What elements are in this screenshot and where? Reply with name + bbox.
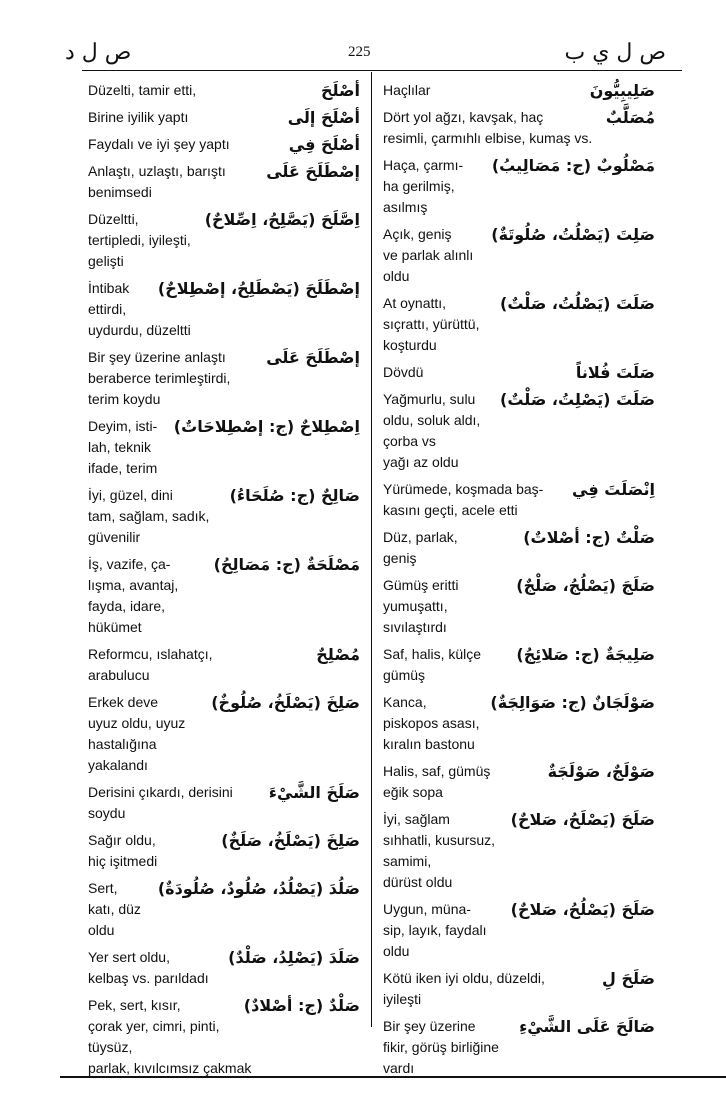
definition-line: Sağır oldu,: [88, 832, 156, 848]
definition-line: Düzelti, tamir etti,: [88, 82, 197, 98]
dictionary-entry: [88, 416, 360, 479]
definition-line: sip, layık, faydalı oldu: [383, 922, 487, 959]
definition-line: Düz, parlak,: [383, 529, 458, 545]
definition-line: Açık, geniş: [383, 226, 452, 242]
definition-line: Derisini çıkardı, derisini: [88, 784, 233, 800]
dictionary-entry: [383, 80, 655, 101]
definition-line: arabulucu: [88, 667, 150, 683]
dictionary-entry: [88, 107, 360, 128]
definition-line: iyileşti: [383, 991, 422, 1007]
definition-line: benimsedi: [88, 184, 152, 200]
definition-line: sıhhatli, kusursuz, samimi,: [383, 832, 496, 869]
dictionary-entry: [88, 278, 360, 341]
definition-line: parlak, kıvılcımsız çakmak: [88, 1060, 252, 1076]
definition-line: İyi, sağlam: [383, 811, 450, 827]
definition-line: At oynattı,: [383, 295, 447, 311]
dictionary-entry: [88, 995, 360, 1079]
definition-line: Dövdü: [383, 364, 424, 380]
definition-line: piskopos asası, kıralın bastonu: [383, 715, 480, 752]
definition-line: ha gerilmiş, asılmış: [383, 178, 455, 215]
definition-line: ettirdi, uydurdu, düzeltti: [88, 301, 191, 338]
definition-line: Faydalı ve iyi şey yaptı: [88, 136, 230, 152]
definition-line: Uygun, müna-: [383, 901, 471, 917]
definition-line: geniş: [383, 550, 417, 566]
dictionary-entry: [383, 107, 655, 149]
arabic-headword: صَوْلَجَانٌ (ج: صَوَالِجَةٌ): [490, 693, 655, 712]
definition-line: soydu: [88, 805, 126, 821]
definition-line: eğik sopa: [383, 784, 443, 800]
right-column: [383, 80, 655, 1085]
dictionary-entry: [88, 161, 360, 203]
turkish-definition: [88, 80, 360, 101]
dictionary-entry: [88, 209, 360, 272]
dictionary-entry: [383, 527, 655, 569]
arabic-headword: مُصْلِحٌ: [316, 645, 360, 664]
arabic-headword: صَلْدٌ (ج: أصْلادٌ): [243, 996, 360, 1015]
dictionary-entry: [88, 947, 360, 989]
arabic-headword: صَلَتَ فُلاناً: [575, 363, 655, 382]
arabic-headword: اِصَّلَحَ (يَصَّلِحُ، اِصِّلاحٌ): [204, 210, 360, 229]
arabic-headword: اِصْطِلاحٌ (ج: إصْطِلاحَاتٌ): [173, 417, 360, 436]
definition-line: Halis, saf, gümüş: [383, 763, 491, 779]
arabic-headword: صَلَتَ (يَصْلِتُ، صَلْتٌ): [500, 390, 655, 409]
dictionary-entry: [383, 575, 655, 638]
definition-line: Yürümede, koşmada baş-: [383, 481, 544, 497]
dictionary-entry: [88, 830, 360, 872]
left-column: [88, 80, 360, 1085]
definition-line: İntibak: [88, 280, 130, 296]
definition-line: Anlaştı, uzlaştı, barıştı: [88, 163, 226, 179]
definition-line: hiç işitmedi: [88, 853, 158, 869]
definition-line: İyi, güzel, dini: [88, 487, 173, 503]
header-rule: [82, 70, 682, 71]
definition-line: Bir şey üzerine: [383, 1018, 476, 1034]
dictionary-entry: [383, 968, 655, 1010]
definition-line: Haça, çarmı-: [383, 157, 464, 173]
definition-line: sıçrattı, yürüttü, koşturdu: [383, 316, 480, 353]
arabic-headword: مَصْلَحَةٌ (ج: مَصَالِحُ): [213, 555, 360, 574]
dictionary-entry: [383, 224, 655, 287]
dictionary-entry: [383, 644, 655, 686]
definition-line: kelbaş vs. parıldadı: [88, 970, 209, 986]
dictionary-entry: [88, 80, 360, 101]
dictionary-entry: [383, 761, 655, 803]
column-divider: [371, 72, 372, 1027]
arabic-headword: صَلَخَ الشَّيْءَ: [268, 783, 360, 802]
arabic-headword: صَلِيجَةٌ (ج: صَلائِجُ): [516, 645, 655, 664]
arabic-headword: صَلِتَ (يَصْلُتُ، صُلُوتَةٌ): [491, 225, 655, 244]
definition-line: tam, sağlam, sadık, güvenilir: [88, 508, 210, 545]
dictionary-entry: [88, 347, 360, 410]
definition-line: Kötü iken iyi oldu, düzeldi,: [383, 970, 545, 986]
arabic-headword: صَلِيبِيُّونَ: [589, 81, 655, 100]
definition-line: yakalandı: [88, 757, 148, 773]
dictionary-entry: [383, 809, 655, 893]
definition-line: Düzeltti,: [88, 211, 139, 227]
dictionary-entry: [383, 389, 655, 473]
header-right-letters: ص ل ي ب: [564, 40, 666, 65]
dictionary-entry: [88, 692, 360, 776]
definition-line: Bir şey üzerine anlaştı: [88, 349, 226, 365]
arabic-headword: صَلَحَ (يَصْلُحُ، صَلاحٌ): [510, 900, 655, 919]
dictionary-entry: [383, 1016, 655, 1079]
definition-line: İş, vazife, ça-: [88, 556, 171, 572]
definition-line: Kanca,: [383, 694, 427, 710]
definition-line: Dört yol ağzı, kavşak, haç: [383, 109, 544, 125]
definition-line: resimli, çarmıhlı elbise, kumaş vs.: [383, 130, 593, 146]
definition-line: yağı az oldu: [383, 454, 459, 470]
definition-line: Yağmurlu, sulu: [383, 391, 476, 407]
dictionary-entry: [88, 878, 360, 941]
definition-line: fikir, görüş birliğine vardı: [383, 1039, 499, 1076]
definition-line: oldu, soluk aldı, çorba vs: [383, 412, 481, 449]
arabic-headword: أصْلَحَ: [320, 81, 360, 100]
definition-line: Deyim, isti-: [88, 418, 158, 434]
dictionary-entry: [88, 782, 360, 824]
definition-line: Birine iyilik yaptı: [88, 109, 189, 125]
definition-line: Gümüş eritti: [383, 577, 459, 593]
definition-line: uyuz oldu, uyuz hastalığına: [88, 715, 186, 752]
definition-line: gümüş: [383, 667, 426, 683]
definition-line: Pek, sert, kısır,: [88, 997, 181, 1013]
arabic-headword: صَالَحَ عَلَى الشَّيْءِ: [519, 1017, 655, 1036]
definition-line: Reformcu, ıslahatçı,: [88, 646, 213, 662]
arabic-headword: مَصْلُوبٌ (ج: مَصَالِيبُ): [491, 156, 655, 175]
dictionary-entry: [88, 644, 360, 686]
definition-line: çorak yer, cimri, pinti, tüysüz,: [88, 1018, 220, 1055]
definition-line: Yer sert oldu,: [88, 949, 170, 965]
arabic-headword: إصْطَلَحَ (يَصْطَلِحُ، إصْطِلاحٌ): [157, 279, 360, 298]
definition-line: Saf, halis, külçe: [383, 646, 482, 662]
arabic-headword: أصْلَحَ إلَى: [287, 108, 360, 127]
arabic-headword: صَلَتَ (يَصْلُتُ، صَلْتٌ): [500, 294, 655, 313]
header-left-letters: ص ل د: [65, 40, 132, 65]
arabic-headword: إصْطَلَحَ عَلَى: [266, 348, 360, 367]
arabic-headword: اِنْصَلَتَ فِي: [572, 480, 655, 499]
definition-line: ve parlak alınlı oldu: [383, 247, 474, 284]
definition-line: yumuşattı, sıvılaştırdı: [383, 598, 448, 635]
arabic-headword: صَلَجَ (يَصْلُجُ، صَلْجٌ): [516, 576, 655, 595]
dictionary-entry: [88, 485, 360, 548]
definition-line: lah, teknik ifade, terim: [88, 439, 158, 476]
definition-line: katı, düz oldu: [88, 901, 141, 938]
arabic-headword: صَلُدَ (يَصْلُدُ، صُلُودٌ، صُلُودَةٌ): [157, 879, 360, 898]
dictionary-entry: [383, 155, 655, 218]
dictionary-entry: [383, 293, 655, 356]
arabic-headword: صَلْتٌ (ج: أصْلاتٌ): [523, 528, 655, 547]
arabic-headword: إصْطَلَحَ عَلَى: [266, 162, 360, 181]
definition-line: beraberce terimleştirdi, terim koydu: [88, 370, 231, 407]
arabic-headword: صَلَحَ (يَصْلَحُ، صَلاحٌ): [510, 810, 655, 829]
arabic-headword: صَالِحٌ (ج: صُلَحَاءُ): [229, 486, 360, 505]
arabic-headword: صَلِخَ (يَصْلَخُ، صَلَخٌ): [221, 831, 360, 850]
page-number: 225: [348, 44, 371, 60]
arabic-headword: صَلَدَ (يَصْلِدُ، صَلْدٌ): [228, 948, 360, 967]
dictionary-entry: [383, 479, 655, 521]
definition-line: lışma, avantaj, fayda, idare,: [88, 577, 179, 614]
arabic-headword: صَوْلَجٌ، صَوْلَجَةٌ: [547, 762, 655, 781]
dictionary-entry: [88, 134, 360, 155]
arabic-headword: أصْلَحَ فِي: [288, 135, 360, 154]
page-header: [0, 38, 726, 68]
definition-line: Haçlılar: [383, 82, 431, 98]
definition-line: hükümet: [88, 619, 142, 635]
dictionary-entry: [88, 554, 360, 638]
definition-line: tertipledi, iyileşti, gelişti: [88, 232, 191, 269]
definition-line: kasını geçti, acele etti: [383, 502, 518, 518]
dictionary-entry: [383, 899, 655, 962]
dictionary-entry: [383, 692, 655, 755]
arabic-headword: مُصَلَّبٌ: [605, 108, 655, 127]
definition-line: dürüst oldu: [383, 874, 453, 890]
definition-line: Erkek deve: [88, 694, 159, 710]
definition-line: Sert,: [88, 880, 118, 896]
arabic-headword: صَلَحَ لِ: [602, 969, 655, 988]
dictionary-entry: [383, 362, 655, 383]
arabic-headword: صَلِخَ (يَصْلَخُ، صُلُوخٌ): [211, 693, 360, 712]
